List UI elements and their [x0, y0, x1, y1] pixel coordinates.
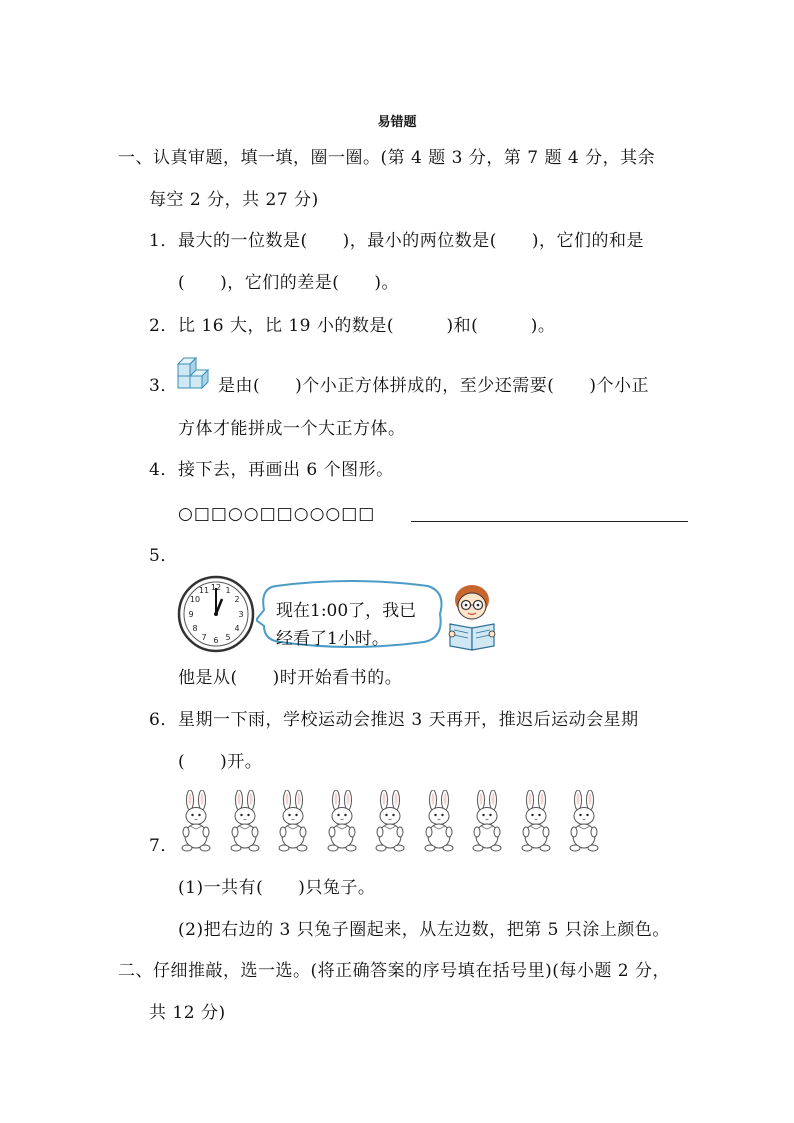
rabbit-icon[interactable]: [275, 790, 311, 854]
svg-text:7: 7: [201, 633, 207, 642]
speech-line2: 经看了1小时。: [276, 629, 389, 649]
section1-heading-line1: 一、认真审题，填一填，圈一圈。(第 4 题 3 分，第 7 题 4 分，其余: [118, 148, 656, 168]
q6-line1: 星期一下雨，学校运动会推迟 3 天再开，推迟后运动会星期: [178, 710, 639, 730]
q1-number: 1．: [149, 231, 178, 251]
clock-icon: [176, 574, 256, 654]
q4-line1: 接下去，再画出 6 个图形。: [178, 460, 394, 480]
q4-number: 4．: [149, 460, 178, 480]
q7-number: 7．: [149, 836, 178, 856]
rabbit-icon[interactable]: [227, 790, 263, 854]
rabbit-icon[interactable]: [324, 790, 360, 854]
q1-line1: 最大的一位数是( )，最小的两位数是( )，它们的和是: [178, 231, 645, 251]
section2-heading-line1: 二、仔细推敲，选一选。(将正确答案的序号填在括号里)(每小题 2 分，: [118, 961, 671, 981]
shape-pattern: ○□□○○□□○○○□□: [178, 504, 376, 524]
q5-answer-line: 他是从( )时开始看书的。: [178, 668, 403, 688]
svg-text:10: 10: [189, 595, 201, 604]
svg-text:5: 5: [225, 633, 231, 642]
rabbit-icon[interactable]: [469, 790, 505, 854]
svg-text:4: 4: [234, 624, 240, 633]
section2-heading-line2: 共 12 分): [149, 1003, 226, 1023]
q4-answer-line[interactable]: [411, 521, 688, 522]
rabbit-icon[interactable]: [421, 790, 457, 854]
svg-text:1: 1: [225, 586, 231, 595]
rabbit-icon[interactable]: [178, 790, 214, 854]
q7-sub1: (1)一共有( )只兔子。: [178, 878, 376, 898]
rabbit-icon[interactable]: [372, 790, 408, 854]
svg-text:2: 2: [234, 595, 240, 604]
svg-text:11: 11: [198, 586, 210, 595]
speech-line1: 现在1:00了，我已: [276, 601, 417, 621]
cube-stack-icon: [176, 356, 218, 394]
svg-text:3: 3: [238, 610, 244, 619]
q6-line2: ( )开。: [178, 752, 263, 772]
section1-heading-line2: 每空 2 分，共 27 分): [149, 190, 319, 210]
q5-number: 5．: [149, 546, 178, 566]
rabbit-icon[interactable]: [518, 790, 554, 854]
svg-text:6: 6: [213, 636, 219, 645]
svg-text:8: 8: [192, 624, 198, 633]
rabbit-icon[interactable]: [566, 790, 602, 854]
q1-line2: ( )，它们的差是( )。: [178, 273, 400, 293]
page-title: 易错题: [377, 115, 417, 130]
q2-number: 2．: [149, 316, 178, 336]
q3-line1: 是由( )个小正方体拼成的，至少还需要( )个小正: [218, 376, 650, 396]
svg-text:9: 9: [188, 610, 194, 619]
svg-text:12: 12: [210, 583, 222, 592]
q3-line2: 方体才能拼成一个大正方体。: [178, 419, 406, 439]
q3-number: 3．: [149, 376, 178, 396]
boy-reading-icon: [444, 582, 500, 652]
q6-number: 6．: [149, 710, 178, 730]
q2-line1: 比 16 大，比 19 小的数是( )和( )。: [178, 316, 556, 336]
rabbit-row: [178, 790, 618, 860]
q7-sub2: (2)把右边的 3 只兔子圈起来，从左边数，把第 5 只涂上颜色。: [178, 920, 670, 940]
